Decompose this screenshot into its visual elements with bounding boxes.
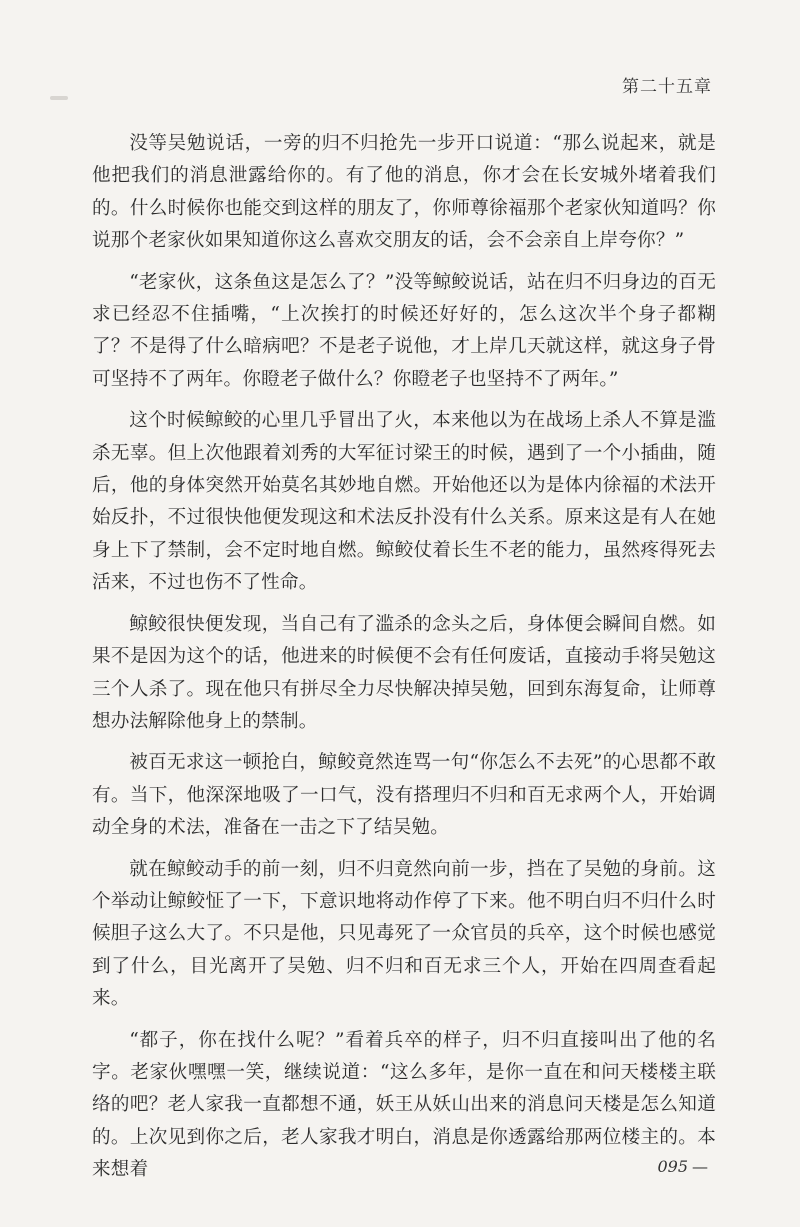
chapter-header: 第二十五章 bbox=[622, 77, 712, 97]
page-number-dash: — bbox=[692, 1157, 708, 1176]
header-rule bbox=[96, 104, 716, 105]
paragraph: 这个时候鲸鲛的心里几乎冒出了火，本来他以为在战场上杀人不算是滥杀无辜。但上次他跟着刘秀的大军征讨梁王的时候，遇到了一个小插曲，随后，他的身体突然开始莫名其妙地自燃。开始他还以为是体内徐福的术法开始反扑，不过很快他便发现这和术法反扑没有什么关系。原来这是有人在她身上下了禁制，会不定时地自燃。鲸鲛仗着长生不老的能力，虽然疼得死去活来，不过也伤不了性命。 bbox=[92, 410, 716, 594]
page-number-value: 095 bbox=[657, 1157, 688, 1176]
paragraph: 就在鲸鲛动手的前一刻，归不归竟然向前一步，挡在了吴勉的身前。这个举动让鲸鲛怔了一下，下意识地将动作停了下来。他不明白归不归什么时候胆子这么大了。不只是他，只见毒死了一众官员的兵卒，这个时候也感觉到了什么，目光离开了吴勉、归不归和百无求三个人，开始在四周查看起来。 bbox=[92, 858, 716, 1010]
paragraph: 鲸鲛很快便发现，当自己有了滥杀的念头之后，身体便会瞬间自燃。如果不是因为这个的话，他进来的时候便不会有任何废话，直接动手将吴勉这三个人杀了。现在他只有拼尽全力尽快解决掉吴勉，回到东海复命，让师尊想办法解除他身上的禁制。 bbox=[92, 613, 716, 732]
page-number bbox=[657, 1157, 708, 1176]
scan-smudge bbox=[50, 96, 68, 100]
paragraph: 被百无求这一顿抢白，鲸鲛竟然连骂一句“你怎么不去死”的心思都不敢有。当下，他深深地吸了一口气，没有搭理归不归和百无求两个人，开始调动全身的术法，准备在一击之下了结吴勉。 bbox=[92, 752, 716, 839]
body-text bbox=[92, 128, 716, 1196]
paragraph: 没等吴勉说话，一旁的归不归抢先一步开口说道：“那么说起来，就是他把我们的消息泄露给你的。有了他的消息，你才会在长安城外堵着我们的。什么时候你也能交到这样的朋友了，你师尊徐福那个老家伙知道吗？你说那个老家伙如果知道你这么喜欢交朋友的话，会不会亲自上岸夸你？” bbox=[92, 133, 716, 252]
paragraph: “老家伙，这条鱼这是怎么了？”没等鲸鲛说话，站在归不归身边的百无求已经忍不住插嘴，“上次挨打的时候还好好的，怎么这次半个身子都糊了？不是得了什么暗病吧？不是老子说他，才上岸几天就这样，就这身子骨可坚持不了两年。你瞪老子做什么？你瞪老子也坚持不了两年。” bbox=[92, 271, 716, 390]
paragraph: “都子，你在找什么呢？”看着兵卒的样子，归不归直接叫出了他的名字。老家伙嘿嘿一笑，继续说道：“这么多年，是你一直在和问天楼楼主联络的吧？老人家我一直都想不通，妖王从妖山出来的消息问天楼是怎么知道的。上次见到你之后，老人家我才明白，消息是你透露给那两位楼主的。本来想着 bbox=[92, 1029, 716, 1181]
